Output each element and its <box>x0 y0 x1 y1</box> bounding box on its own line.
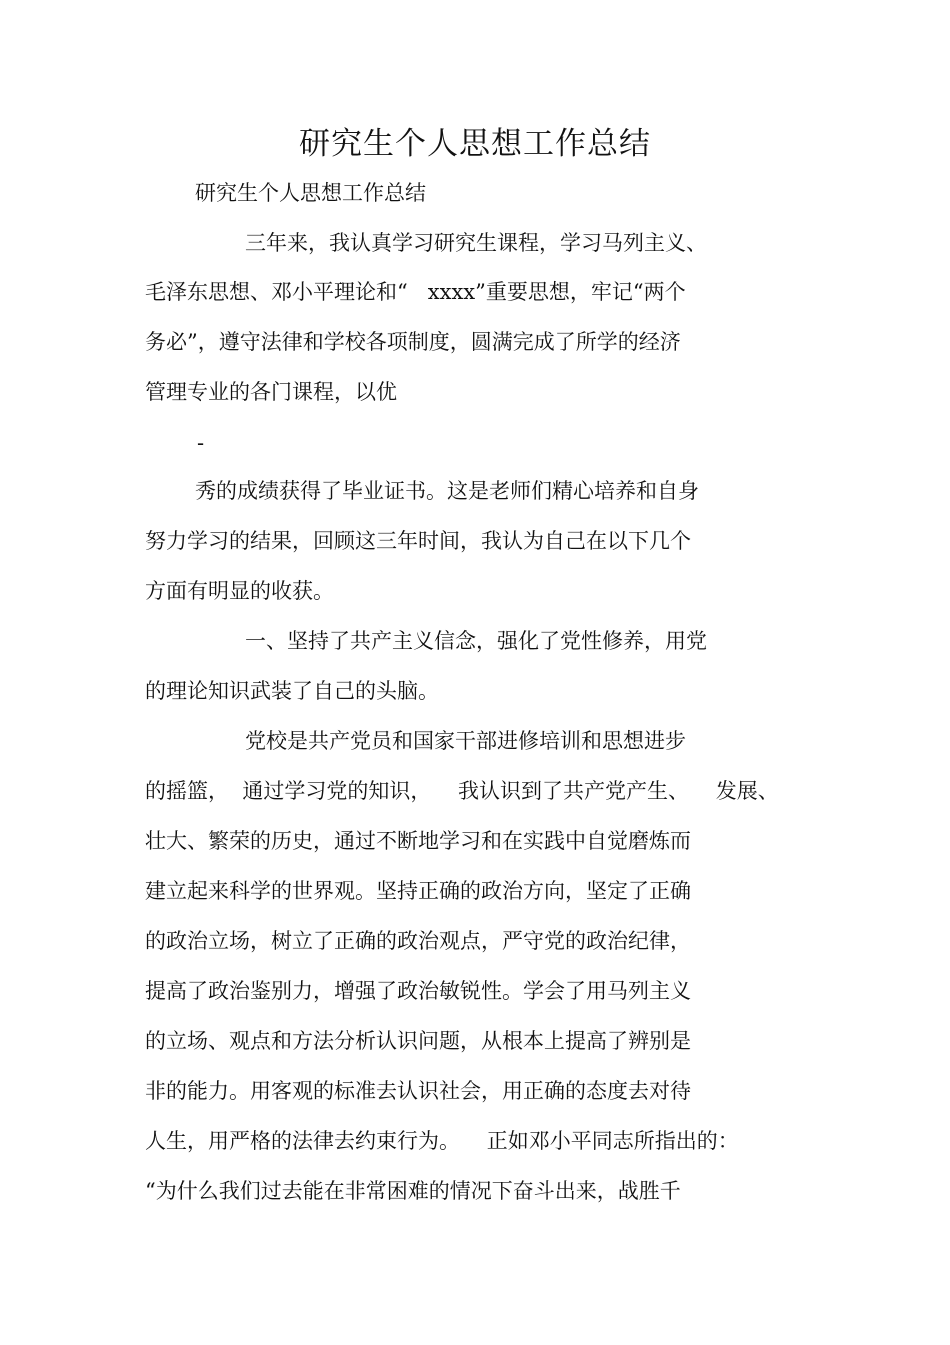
subtitle-line: 研究生个人思想工作总结 <box>195 181 426 205</box>
body-line: 人生，用严格的法律去约束行为。 正如邓小平同志所指出的： <box>145 1129 739 1153</box>
body-line: 建立起来科学的世界观。坚持正确的政治方向，坚定了正确 <box>145 879 691 903</box>
body-line: 努力学习的结果，回顾这三年时间，我认为自己在以下几个 <box>145 529 691 553</box>
section-heading-line: 的理论知识武装了自己的头脑。 <box>145 679 439 703</box>
page-break-dash: - <box>197 431 205 455</box>
body-line: 的立场、观点和方法分析认识问题，从根本上提高了辨别是 <box>145 1029 691 1053</box>
body-line: 提高了政治鉴别力，增强了政治敏锐性。学会了用马列主义 <box>145 979 691 1003</box>
body-line: 壮大、繁荣的历史，通过不断地学习和在实践中自觉磨炼而 <box>145 829 691 853</box>
section-heading-line: 一、坚持了共产主义信念，强化了党性修养，用党 <box>245 629 707 653</box>
body-line: 方面有明显的收获。 <box>145 579 334 603</box>
body-line: “为什么我们过去能在非常困难的情况下奋斗出来，战胜千 <box>145 1179 681 1203</box>
body-line: 毛泽东思想、邓小平理论和“ xxxx”重要思想，牢记“两个 <box>145 280 686 304</box>
body-line: 的政治立场，树立了正确的政治观点，严守党的政治纪律， <box>145 929 691 953</box>
body-line: 管理专业的各门课程，以优 <box>145 380 397 404</box>
body-line: 非的能力。用客观的标准去认识社会，用正确的态度去对待 <box>145 1079 691 1103</box>
document-title: 研究生个人思想工作总结 <box>299 126 651 162</box>
body-line: 党校是共产党员和国家干部进修培训和思想进步 <box>245 729 686 753</box>
body-line: 秀的成绩获得了毕业证书。这是老师们精心培养和自身 <box>195 479 699 503</box>
body-line: 的摇篮， 通过学习党的知识， 我认识到了共产党产生、 发展、 <box>145 779 779 803</box>
body-line: 务必”，遵守法律和学校各项制度，圆满完成了所学的经济 <box>145 330 681 354</box>
body-line: 三年来，我认真学习研究生课程，学习马列主义、 <box>245 231 707 255</box>
